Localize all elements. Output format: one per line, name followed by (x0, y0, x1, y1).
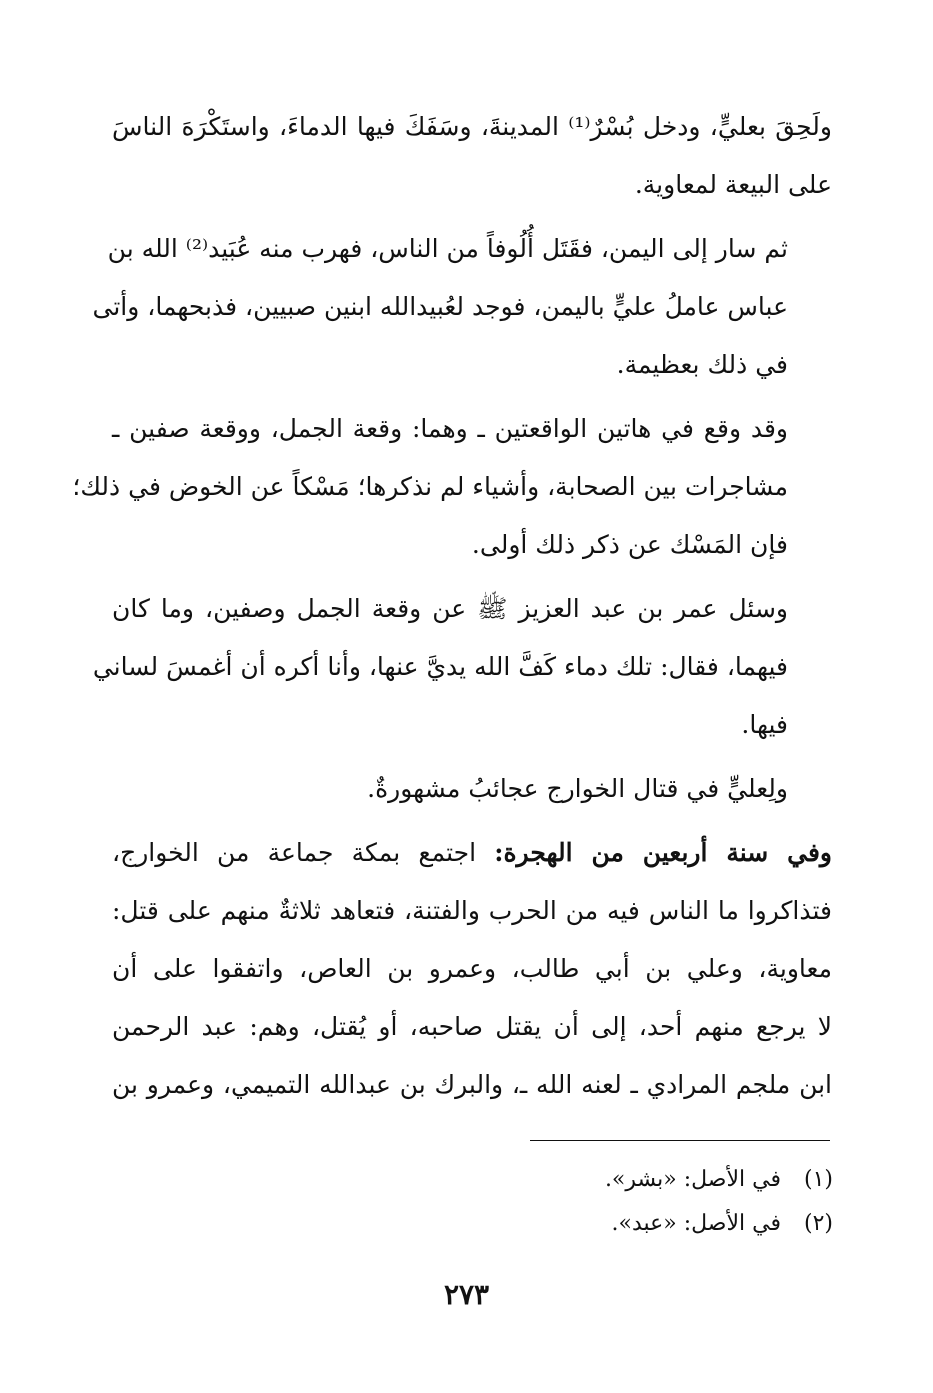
text-line: معاوية، وعلي بن أبي طالب، وعمرو بن العاص، واتفقوا على أن (112, 954, 832, 983)
text-line: في ذلك بعظيمة. (616, 350, 788, 379)
page-number: ٢٧٣ (443, 1278, 490, 1311)
footnote-number: (٢) (803, 1211, 833, 1236)
text-line: ثم سار إلى اليمن، فقَتَل أُلُوفاً من الناس، فهرب منه عُبَيد⁽²⁾ الله بن (107, 234, 788, 263)
text-line: ولَحِقَ بعليٍّ، ودخل بُسْرٌ⁽¹⁾ المدينةَ، وسَفَكَ فيها الدماءَ، واستَكْرَهَ الناسَ (112, 112, 832, 141)
footnote-divider (530, 1140, 830, 1141)
text-line: فإن المَسْك عن ذكر ذلك أولى. (471, 530, 788, 559)
paragraph-6 (112, 824, 832, 1114)
text-line: وسئل عمر بن عبد العزيز ﷺ عن وقعة الجمل وصفين، وما كان (112, 594, 788, 623)
paragraph-3 (72, 400, 832, 574)
paragraph-1 (112, 98, 832, 214)
text-line: وقد وقع في هاتين الواقعتين ـ وهما: وقعة الجمل، ووقعة صفين ـ (112, 414, 788, 443)
footnote-text: في الأصل: «بشر». (604, 1167, 781, 1192)
text-line: مشاجرات بين الصحابة، وأشياء لم نذكرها؛ مَسْكاً عن الخوض في ذلك؛ (72, 472, 788, 501)
text-line: لا يرجع منهم أحد، إلى أن يقتل صاحبه، أو يُقتل، وهم: عبد الرحمن (112, 1012, 832, 1041)
text-line: على البيعة لمعاوية. (634, 170, 832, 199)
footnotes (433, 1158, 833, 1246)
paragraph-4 (92, 580, 832, 754)
footnote-number: (١) (803, 1167, 833, 1192)
text-line: ابن ملجم المرادي ـ لعنه الله ـ، والبرك بن عبدالله التميمي، وعمرو بن (112, 1070, 832, 1099)
text-line: فتذاكروا ما الناس فيه من الحرب والفتنة، فتعاهد ثلاثةٌ منهم على قتل: (112, 896, 832, 925)
text-line: فيها. (741, 710, 788, 739)
text-line: عباس عاملُ عليٍّ باليمن، فوجد لعُبيدالله ابنين صبيين، فذبحهما، وأتى (92, 292, 788, 321)
footnote-1 (433, 1158, 833, 1202)
footnote-text: في الأصل: «عبد». (611, 1211, 781, 1236)
paragraph-2 (92, 220, 832, 394)
text-run: اجتمع بمكة جماعة من الخوارج، (112, 838, 495, 867)
text-line (112, 824, 832, 882)
footnote-2 (433, 1202, 833, 1246)
paragraph-lead: وفي سنة أربعين من الهجرة: (494, 838, 833, 867)
main-text (72, 98, 833, 1120)
paragraph-5 (112, 760, 832, 818)
text-line: فيهما، فقال: تلك دماء كَفَّ الله يديَّ عنها، وأنا أكره أن أغمسَ لساني (92, 652, 788, 681)
text-line: ولِعليٍّ في قتال الخوارج عجائبُ مشهورةٌ. (367, 774, 788, 803)
